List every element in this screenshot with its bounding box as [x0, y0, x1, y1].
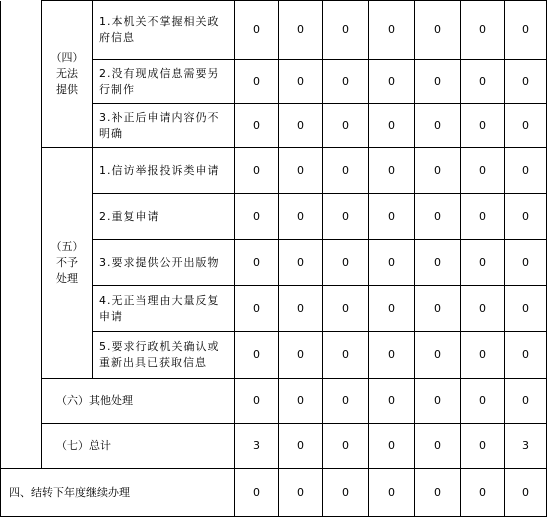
- table-row-carry-over: [1, 469, 547, 517]
- value-cell: 0: [279, 286, 323, 332]
- value-cell: 0: [505, 240, 547, 286]
- value-cell: 0: [369, 424, 415, 469]
- value-cell: 0: [415, 424, 461, 469]
- value-cell: 0: [279, 1, 323, 60]
- value-cell: 0: [369, 148, 415, 194]
- category-label-line: （四）: [50, 51, 84, 64]
- value-cell: 0: [279, 332, 323, 379]
- value-cell: 0: [461, 104, 505, 148]
- category-label-line: 处理: [56, 272, 78, 285]
- value-cell: 0: [369, 379, 415, 424]
- category-label-line: 提供: [56, 83, 78, 96]
- item-label: 2.没有现成信息需要另行制作: [93, 60, 235, 104]
- value-cell: 0: [323, 332, 369, 379]
- value-cell: 0: [369, 194, 415, 240]
- value-cell: 0: [279, 194, 323, 240]
- carry-over-label: 四、结转下年度继续办理: [1, 469, 235, 517]
- item-label: 3.补正后申请内容仍不明确: [93, 104, 235, 148]
- value-cell: 0: [505, 286, 547, 332]
- value-cell: 0: [235, 240, 279, 286]
- value-cell: 0: [235, 286, 279, 332]
- value-cell: 0: [279, 424, 323, 469]
- value-cell: 0: [323, 286, 369, 332]
- value-cell: 0: [461, 194, 505, 240]
- value-cell: 0: [505, 379, 547, 424]
- value-cell: 0: [461, 148, 505, 194]
- value-cell: 0: [323, 194, 369, 240]
- value-cell: 0: [279, 379, 323, 424]
- item-label: 3.要求提供公开出版物: [93, 240, 235, 286]
- value-cell: 0: [235, 148, 279, 194]
- value-cell: 0: [369, 332, 415, 379]
- value-cell: 3: [505, 424, 547, 469]
- value-cell: 0: [415, 332, 461, 379]
- value-cell: 0: [323, 379, 369, 424]
- value-cell: 0: [323, 469, 369, 517]
- value-cell: 0: [279, 240, 323, 286]
- value-cell: 0: [235, 104, 279, 148]
- value-cell: 0: [461, 286, 505, 332]
- value-cell: 0: [369, 286, 415, 332]
- value-cell: 0: [235, 379, 279, 424]
- value-cell: 0: [369, 60, 415, 104]
- other-label: （六）其他处理: [42, 379, 235, 424]
- value-cell: 3: [235, 424, 279, 469]
- category-label-line: （五）: [50, 240, 84, 253]
- value-cell: 0: [279, 148, 323, 194]
- value-cell: 0: [415, 240, 461, 286]
- value-cell: 0: [505, 148, 547, 194]
- value-cell: 0: [235, 469, 279, 517]
- item-label: 1.信访举报投诉类申请: [93, 148, 235, 194]
- value-cell: 0: [415, 104, 461, 148]
- table-row: [1, 148, 547, 194]
- table-row: [1, 1, 547, 60]
- value-cell: 0: [323, 1, 369, 60]
- value-cell: 0: [505, 60, 547, 104]
- item-label: 2.重复申请: [93, 194, 235, 240]
- value-cell: 0: [323, 424, 369, 469]
- value-cell: 0: [323, 60, 369, 104]
- value-cell: 0: [369, 104, 415, 148]
- value-cell: 0: [461, 332, 505, 379]
- value-cell: 0: [461, 379, 505, 424]
- value-cell: 0: [505, 1, 547, 60]
- category-label-line: 不予: [56, 256, 78, 269]
- category-label-line: 无法: [56, 67, 78, 80]
- value-cell: 0: [461, 1, 505, 60]
- table-row-other: [1, 379, 547, 424]
- value-cell: 0: [323, 104, 369, 148]
- value-cell: 0: [415, 194, 461, 240]
- item-label: 4.无正当理由大量反复申请: [93, 286, 235, 332]
- value-cell: 0: [323, 240, 369, 286]
- value-cell: 0: [369, 469, 415, 517]
- value-cell: 0: [415, 379, 461, 424]
- category-label: [42, 1, 93, 148]
- value-cell: 0: [505, 332, 547, 379]
- value-cell: 0: [505, 194, 547, 240]
- value-cell: 0: [235, 60, 279, 104]
- value-cell: 0: [415, 148, 461, 194]
- value-cell: 0: [505, 104, 547, 148]
- value-cell: 0: [235, 1, 279, 60]
- value-cell: 0: [461, 240, 505, 286]
- total-label: （七）总计: [42, 424, 235, 469]
- value-cell: 0: [415, 469, 461, 517]
- value-cell: 0: [279, 469, 323, 517]
- left-blank-cell: [1, 1, 42, 469]
- value-cell: 0: [461, 424, 505, 469]
- table-row-total: [1, 424, 547, 469]
- value-cell: 0: [505, 469, 547, 517]
- category-label: [42, 148, 93, 379]
- value-cell: 0: [235, 194, 279, 240]
- value-cell: 0: [369, 240, 415, 286]
- value-cell: 0: [415, 60, 461, 104]
- table-body: [1, 1, 547, 517]
- value-cell: 0: [323, 148, 369, 194]
- item-label: 5.要求行政机关确认或重新出具已获取信息: [93, 332, 235, 379]
- value-cell: 0: [369, 1, 415, 60]
- value-cell: 0: [235, 332, 279, 379]
- value-cell: 0: [461, 469, 505, 517]
- value-cell: 0: [279, 104, 323, 148]
- value-cell: 0: [461, 60, 505, 104]
- value-cell: 0: [415, 286, 461, 332]
- item-label: 1.本机关不掌握相关政府信息: [93, 1, 235, 60]
- value-cell: 0: [415, 1, 461, 60]
- value-cell: 0: [279, 60, 323, 104]
